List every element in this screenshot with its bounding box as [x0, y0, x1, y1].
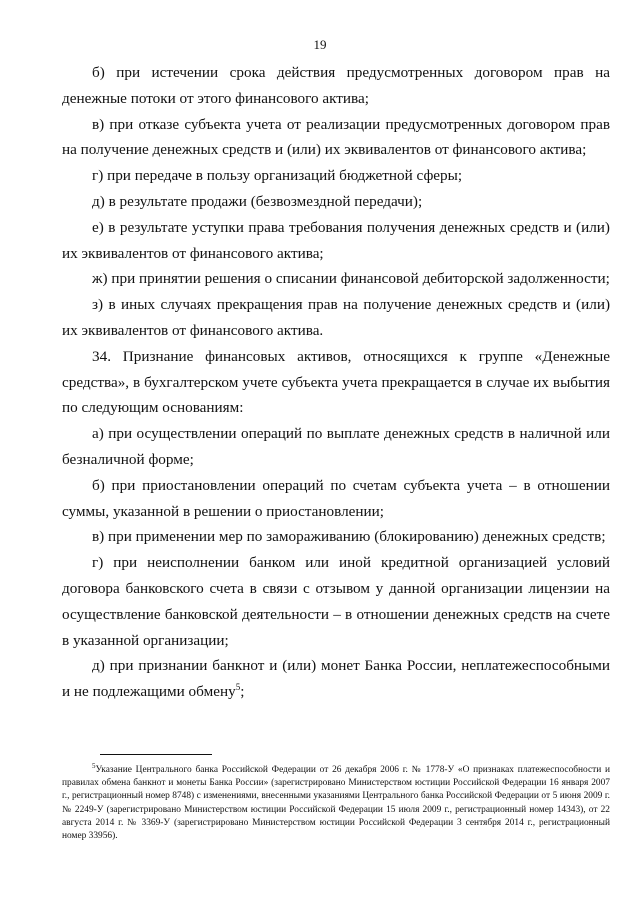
paragraph-a-payments: а) при осуществлении операций по выплате денежных средств в наличной или безналичной форме;: [62, 425, 610, 468]
paragraph-34-cash-derecognition: 34. Признание финансовых активов, относящихся к группе «Денежные средства», в бухгалтерском учете субъекта учета прекращается в случае их выбытия по следующим основаниям:: [62, 347, 610, 417]
document-body: [62, 60, 610, 705]
paragraph-g-transfer: г) при передаче в пользу организаций бюджетной сферы;: [92, 167, 463, 185]
paragraph-zh-write-off: ж) при принятии решения о списании финансовой дебиторской задолженности;: [92, 270, 610, 288]
paragraph-d-sale: д) в результате продажи (безвозмездной передачи);: [92, 192, 423, 210]
page-number: 19: [313, 37, 327, 52]
paragraph-d-banknotes-text: д) при признании банкнот и (или) монет Банка России, неплатежеспособными и не подлежащими обмену: [62, 657, 610, 701]
paragraph-b-expiry: б) при истечении срока действия предусмотренных договором прав на денежные потоки от этого финансового актива;: [62, 64, 610, 107]
paragraph-v-refusal: в) при отказе субъекта учета от реализации предусмотренных договором прав на получение денежных средств и (или) их эквивалентов от финансового актива;: [62, 115, 610, 159]
paragraph-d-banknotes: [62, 653, 610, 705]
footnote-marker: 5: [92, 761, 96, 770]
footnote: [62, 761, 610, 843]
footnote-reference: 5: [235, 682, 241, 693]
paragraph-e-assignment: е) в результате уступки права требования получения денежных средств и (или) их эквивалентов от финансового актива;: [62, 218, 610, 262]
footnote-text: Указание Центрального банка Российской Федерации от 26 декабря 2006 г. № 1778-У «О признаках платежеспособности и правилах обмена банкнот и монеты Банка России» (зарегистрировано Министерством юстиции Российской Федерации 16 января 2007 г., регистрационный номер 8748) с изменениями, внесенными указаниями Центрального банка Российской Федерации от 5 июня 2009 г. № 2249-У (зарегистрировано Министерством юстиции Российской Федерации 15 июля 2009 г., регистрационный номер 14343), от 22 августа 2014 г. № 3369-У (зарегистрировано Министерством юстиции Российской Федерации 3 сентября 2014 г., регистрационный номер 33956).: [62, 765, 610, 842]
paragraph-v-freezing: в) при применении мер по замораживанию (блокированию) денежных средств;: [92, 528, 606, 546]
paragraph-z-other-cases: з) в иных случаях прекращения прав на получение денежных средств и (или) их эквивалентов от финансового актива.: [62, 296, 610, 339]
paragraph-b-suspension: б) при приостановлении операций по счетам субъекта учета – в отношении суммы, указанной в решении о приостановлении;: [62, 476, 610, 520]
paragraph-g-license-revoked: г) при неисполнении банком или иной кредитной организацией условий договора банковского счета в связи с отзывом у данной организации лицензии на осуществление банковской деятельности – в отношении денежных средств на счете в указанной организации;: [62, 554, 610, 649]
paragraph-d-banknotes-tail: ;: [240, 683, 245, 701]
footnote-divider: [100, 754, 212, 755]
